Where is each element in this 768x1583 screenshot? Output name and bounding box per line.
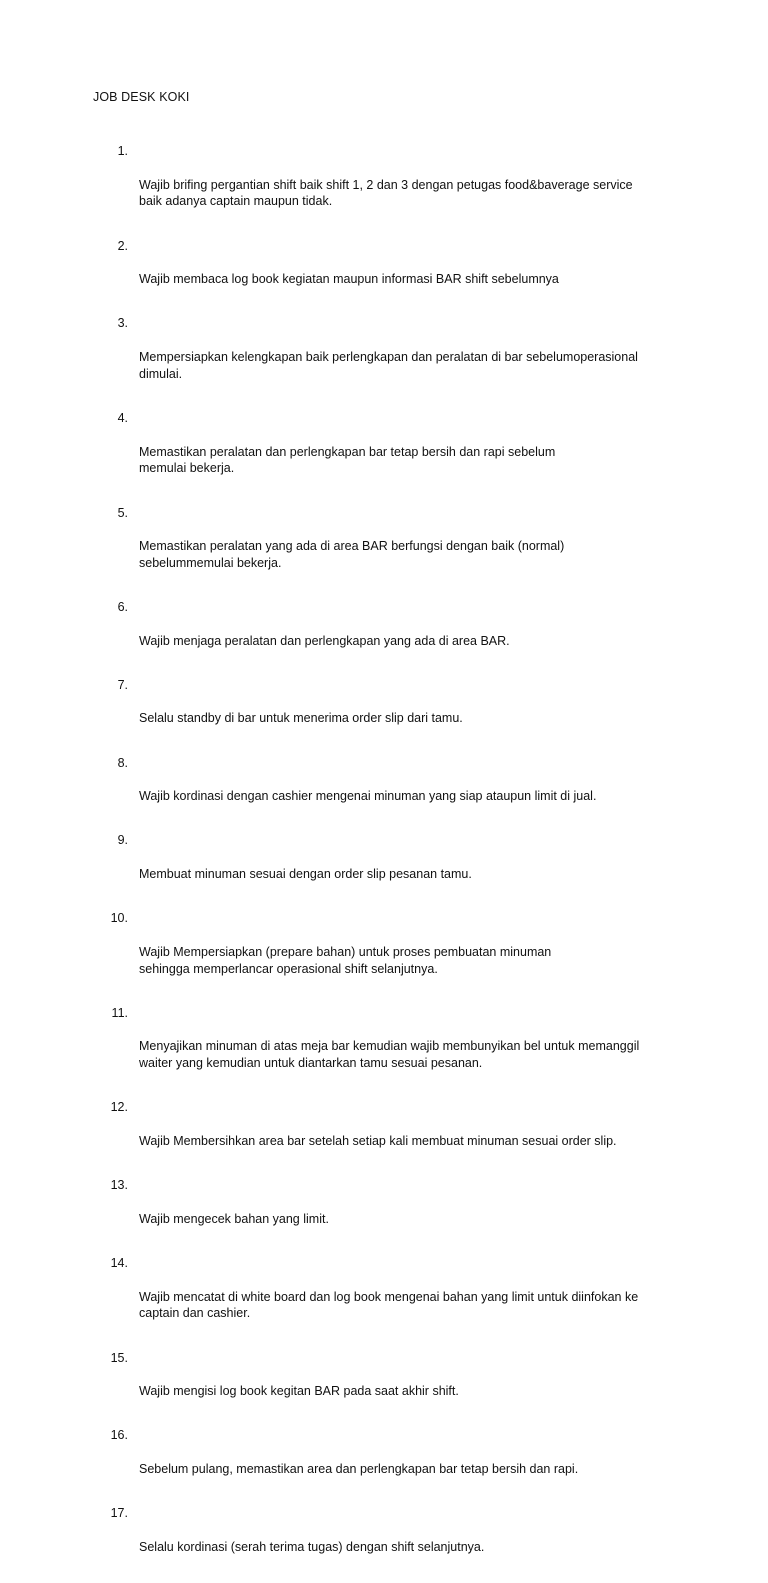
list-item-number: 6.	[117, 600, 128, 615]
list-item-number: 9.	[117, 833, 128, 848]
list-item-number: 12.	[110, 1100, 128, 1115]
list-item-text: Menyajikan minuman di atas meja bar kemudian wajib membunyikan bel untuk memanggil waiter yang kemudian untuk diantarkan tamu sesuai pesanan.	[139, 1039, 640, 1071]
job-desk-list	[110, 143, 680, 1583]
list-item-number: 16.	[110, 1428, 128, 1443]
list-item-number: 1.	[117, 144, 128, 158]
list-item-number: 10.	[110, 911, 128, 926]
list-item	[110, 505, 680, 589]
document-title: JOB DESK KOKI	[93, 90, 190, 104]
list-item	[110, 1005, 680, 1089]
list-item-number: 4.	[117, 410, 128, 425]
list-item-text: Selalu standby di bar untuk menerima order slip dari tamu.	[139, 711, 463, 726]
list-item-text: Memastikan peralatan yang ada di area BAR berfungsi dengan baik (normal) sebelummemulai bekerja.	[139, 539, 565, 570]
list-item-number: 11.	[111, 1005, 128, 1020]
list-item-text: Wajib brifing pergantian shift baik shift 1, 2 dan 3 dengan petugas food&baverage service baik adanya captain maupun tidak.	[139, 177, 633, 209]
list-item-text: Wajib kordinasi dengan cashier mengenai minuman yang siap ataupun limit di jual.	[139, 789, 597, 804]
list-item-number: 8.	[117, 755, 128, 770]
list-item-number: 14.	[110, 1255, 128, 1270]
list-item	[110, 1350, 680, 1417]
list-item-number: 2.	[117, 238, 128, 253]
list-item-text: Wajib mengisi log book kegitan BAR pada saat akhir shift.	[139, 1384, 459, 1399]
list-item	[110, 315, 680, 399]
list-item-text: Sebelum pulang, memastikan area dan perlengkapan bar tetap bersih dan rapi.	[139, 1461, 579, 1476]
list-item-number: 7.	[117, 677, 128, 692]
list-item-number: 17.	[110, 1506, 128, 1521]
list-item	[110, 1255, 680, 1339]
list-item	[110, 238, 680, 305]
list-item	[110, 755, 680, 822]
list-item	[110, 1505, 680, 1572]
list-item-text: Wajib membaca log book kegiatan maupun informasi BAR shift sebelumnya	[139, 272, 559, 287]
list-item	[110, 1427, 680, 1494]
list-item	[110, 832, 680, 899]
list-item-text: Mempersiapkan kelengkapan baik perlengkapan dan peralatan di bar sebelumoperasional dimulai.	[139, 349, 638, 381]
list-item-number: 15.	[110, 1350, 128, 1365]
list-item	[110, 1099, 680, 1166]
list-item-text: Wajib Membersihkan area bar setelah setiap kali membuat minuman sesuai order slip.	[139, 1133, 617, 1148]
list-item	[110, 143, 680, 227]
list-item-number: 5.	[117, 505, 128, 520]
list-item	[110, 1177, 680, 1244]
list-item	[110, 410, 680, 494]
list-item-text: Memastikan peralatan dan perlengkapan bar tetap bersih dan rapi sebelum memulai bekerja.	[139, 444, 556, 476]
list-item-text: Selalu kordinasi (serah terima tugas) dengan shift selanjutnya.	[139, 1539, 485, 1554]
list-item	[110, 677, 680, 744]
list-item-text: Wajib menjaga peralatan dan perlengkapan yang ada di area BAR.	[139, 633, 510, 648]
list-item	[110, 910, 680, 994]
list-item-number: 3.	[117, 316, 128, 331]
list-item-text: Membuat minuman sesuai dengan order slip pesanan tamu.	[139, 867, 472, 882]
list-item-text: Wajib mencatat di white board dan log book mengenai bahan yang limit untuk diinfokan ke captain dan cashier.	[139, 1289, 639, 1321]
list-item-text: Wajib Mempersiapkan (prepare bahan) untuk proses pembuatan minuman sehingga memperlancar operasional shift selanjutnya.	[139, 944, 552, 976]
list-item	[110, 599, 680, 666]
list-item-number: 13.	[110, 1178, 128, 1193]
list-item-text: Wajib mengecek bahan yang limit.	[139, 1211, 329, 1226]
